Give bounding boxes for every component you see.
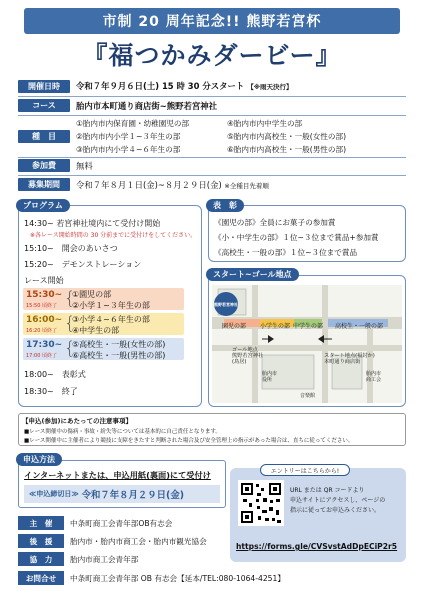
apply-method: インターネットまたは、申込用紙(裏面)にて受付け xyxy=(24,470,211,480)
map-place: 胎内市 役所 xyxy=(262,371,278,383)
course-map xyxy=(212,285,402,403)
date-text: 令和７年９月６日(土) 15 時 30 分スタート 【※雨天決行】 xyxy=(76,81,293,91)
apply-heading: 申込方法 xyxy=(16,453,62,466)
category-3: ③胎内市内小学４~６年生の部 xyxy=(76,145,181,154)
divider xyxy=(18,96,406,97)
race2-item: ④中学生の部 xyxy=(72,326,120,335)
program-note: ※各レース開始時間の 30 分前までに受付けをしてください。 xyxy=(30,232,197,239)
race3-item: ⑥高校生・一般(男性の部) xyxy=(72,351,166,360)
entry-bubble: エントリーはこちらから! xyxy=(260,464,350,476)
brace-icon: { xyxy=(64,338,76,359)
race2-item: ③小学４~６年生の部 xyxy=(72,315,150,324)
category-4: ④胎内市内中学生の部 xyxy=(227,119,303,128)
course-label: コース xyxy=(18,99,70,112)
brace-icon: { xyxy=(64,288,76,309)
program-item: 14:30~ 若宮神社境内にて受付け開始 xyxy=(24,219,161,228)
map-heading: スタート~ゴール地点 xyxy=(206,268,299,281)
category-2: ②胎内市内小学１~３年生の部 xyxy=(76,132,181,141)
race1-item: ②小学１~３年生の部 xyxy=(72,301,150,310)
course-text: 胎内市本町通り商店街~熊野若宮神社 xyxy=(76,101,218,111)
program-item: 18:00~ 表彰式 xyxy=(24,370,86,379)
qr-instructions: URL または QR コードより 申込サイトにアクセスし、ページの 指示に従ってお申込みください。 xyxy=(290,487,386,514)
program-item: レース開始 xyxy=(24,276,64,285)
map-label: 高校生・一般の部 xyxy=(335,323,384,330)
date-label: 開催日時 xyxy=(18,80,70,93)
map-place: 音楽館 xyxy=(300,393,316,399)
apply-url-link[interactable]: https://forms.gle/CVSvstAdDpECiP2r5 xyxy=(236,542,398,551)
race2-time: 16:00~ xyxy=(26,315,63,325)
organizer-label: 主 催 xyxy=(18,516,64,530)
cooperation: 胎内市商工会青年部 xyxy=(70,555,139,564)
category-label: 種 目 xyxy=(18,130,70,143)
map-label: 園児の部 xyxy=(222,323,247,330)
race3-item: ⑤高校生・一般(女性の部) xyxy=(72,340,166,349)
notice-line: ■レース開催中に主催者により競技に支障をきたすと判断された場合及び安全管理上の指示があった場合は、直ちに従ってください。 xyxy=(24,438,354,444)
notice-title: 【申込(参加)にあたっての注意事項】 xyxy=(22,417,132,425)
notice-line: ■レース開催中の傷病・事故・紛失等については基本的に自己責任となります。 xyxy=(24,429,221,435)
program-item: 18:30~ 終了 xyxy=(24,387,78,396)
awards-heading: 表 彰 xyxy=(206,199,244,212)
map-town: 胎内市 商工会 xyxy=(366,371,382,383)
contact: 中条町商工会青年部 OB 有志会【延本/TEL:080-1064-4251】 xyxy=(70,574,285,583)
race3-end: 17:00 頃終了 xyxy=(26,353,57,359)
award-line: 《園児の部》全員にお菓子の参加賞 xyxy=(214,218,336,227)
qr-code-icon[interactable] xyxy=(238,480,284,526)
shrine-badge: 熊野若宮神社 xyxy=(214,292,238,316)
award-line: 《小・中学生の部》１位~３位まで賞品+参加賞 xyxy=(214,233,379,242)
category-5: ⑤胎内市内高校生・一般(女性の部) xyxy=(227,132,347,141)
category-1: ①胎内市内保育園・幼稚園児の部 xyxy=(76,119,190,128)
period-label: 募集期間 xyxy=(18,178,70,191)
map-label: 中学生の部 xyxy=(293,323,324,330)
race1-end: 15:50 頃終了 xyxy=(26,303,57,309)
divider xyxy=(18,157,406,158)
category-6: ⑥胎内市内高校生・一般(男性の部) xyxy=(227,145,347,154)
race1-item: ①園児の部 xyxy=(72,290,112,299)
cooperation-label: 協 力 xyxy=(18,552,64,566)
race3-time: 17:30~ xyxy=(26,340,63,350)
fee-text: 無料 xyxy=(76,161,93,171)
map-label: 小学生の部 xyxy=(260,323,291,330)
deadline-banner: ≪申込締切日≫ 令和７年８月２９日(金) xyxy=(24,485,220,503)
program-item: 15:10~ 開会のあいさつ xyxy=(24,244,118,253)
brace-icon: { xyxy=(64,313,76,334)
program-heading: プログラム xyxy=(16,199,70,212)
divider xyxy=(18,115,406,116)
supporter: 胎内市・胎内市商工会・胎内市観光協会 xyxy=(70,537,207,546)
anniversary-banner: 市制 20 周年記念!! 熊野若宮杯 xyxy=(24,8,400,34)
organizer: 中条町商工会青年部OB有志会 xyxy=(70,519,173,528)
period-text: 令和７年８月１日(金)~８月２９日(金) ※全種目先着順 xyxy=(76,180,269,190)
contact-label: お問合せ xyxy=(18,571,64,585)
supporter-label: 後 援 xyxy=(18,534,64,548)
fee-label: 参加費 xyxy=(18,159,70,172)
program-item: 15:20~ デモンストレーション xyxy=(24,260,142,269)
award-line: 《高校生・一般の部》１位~３位まで賞品 xyxy=(214,248,358,257)
start-point: スタート地点(福封か) 本町通り商店街 xyxy=(324,353,375,365)
race1-time: 15:30~ xyxy=(26,290,63,300)
goal-point: ゴール地点 熊野若宮神社 (鳥居) xyxy=(232,347,264,365)
event-title: 『福つかみダービー』 xyxy=(82,41,342,70)
divider xyxy=(18,175,406,176)
race2-end: 16:20 頃終了 xyxy=(26,328,57,334)
